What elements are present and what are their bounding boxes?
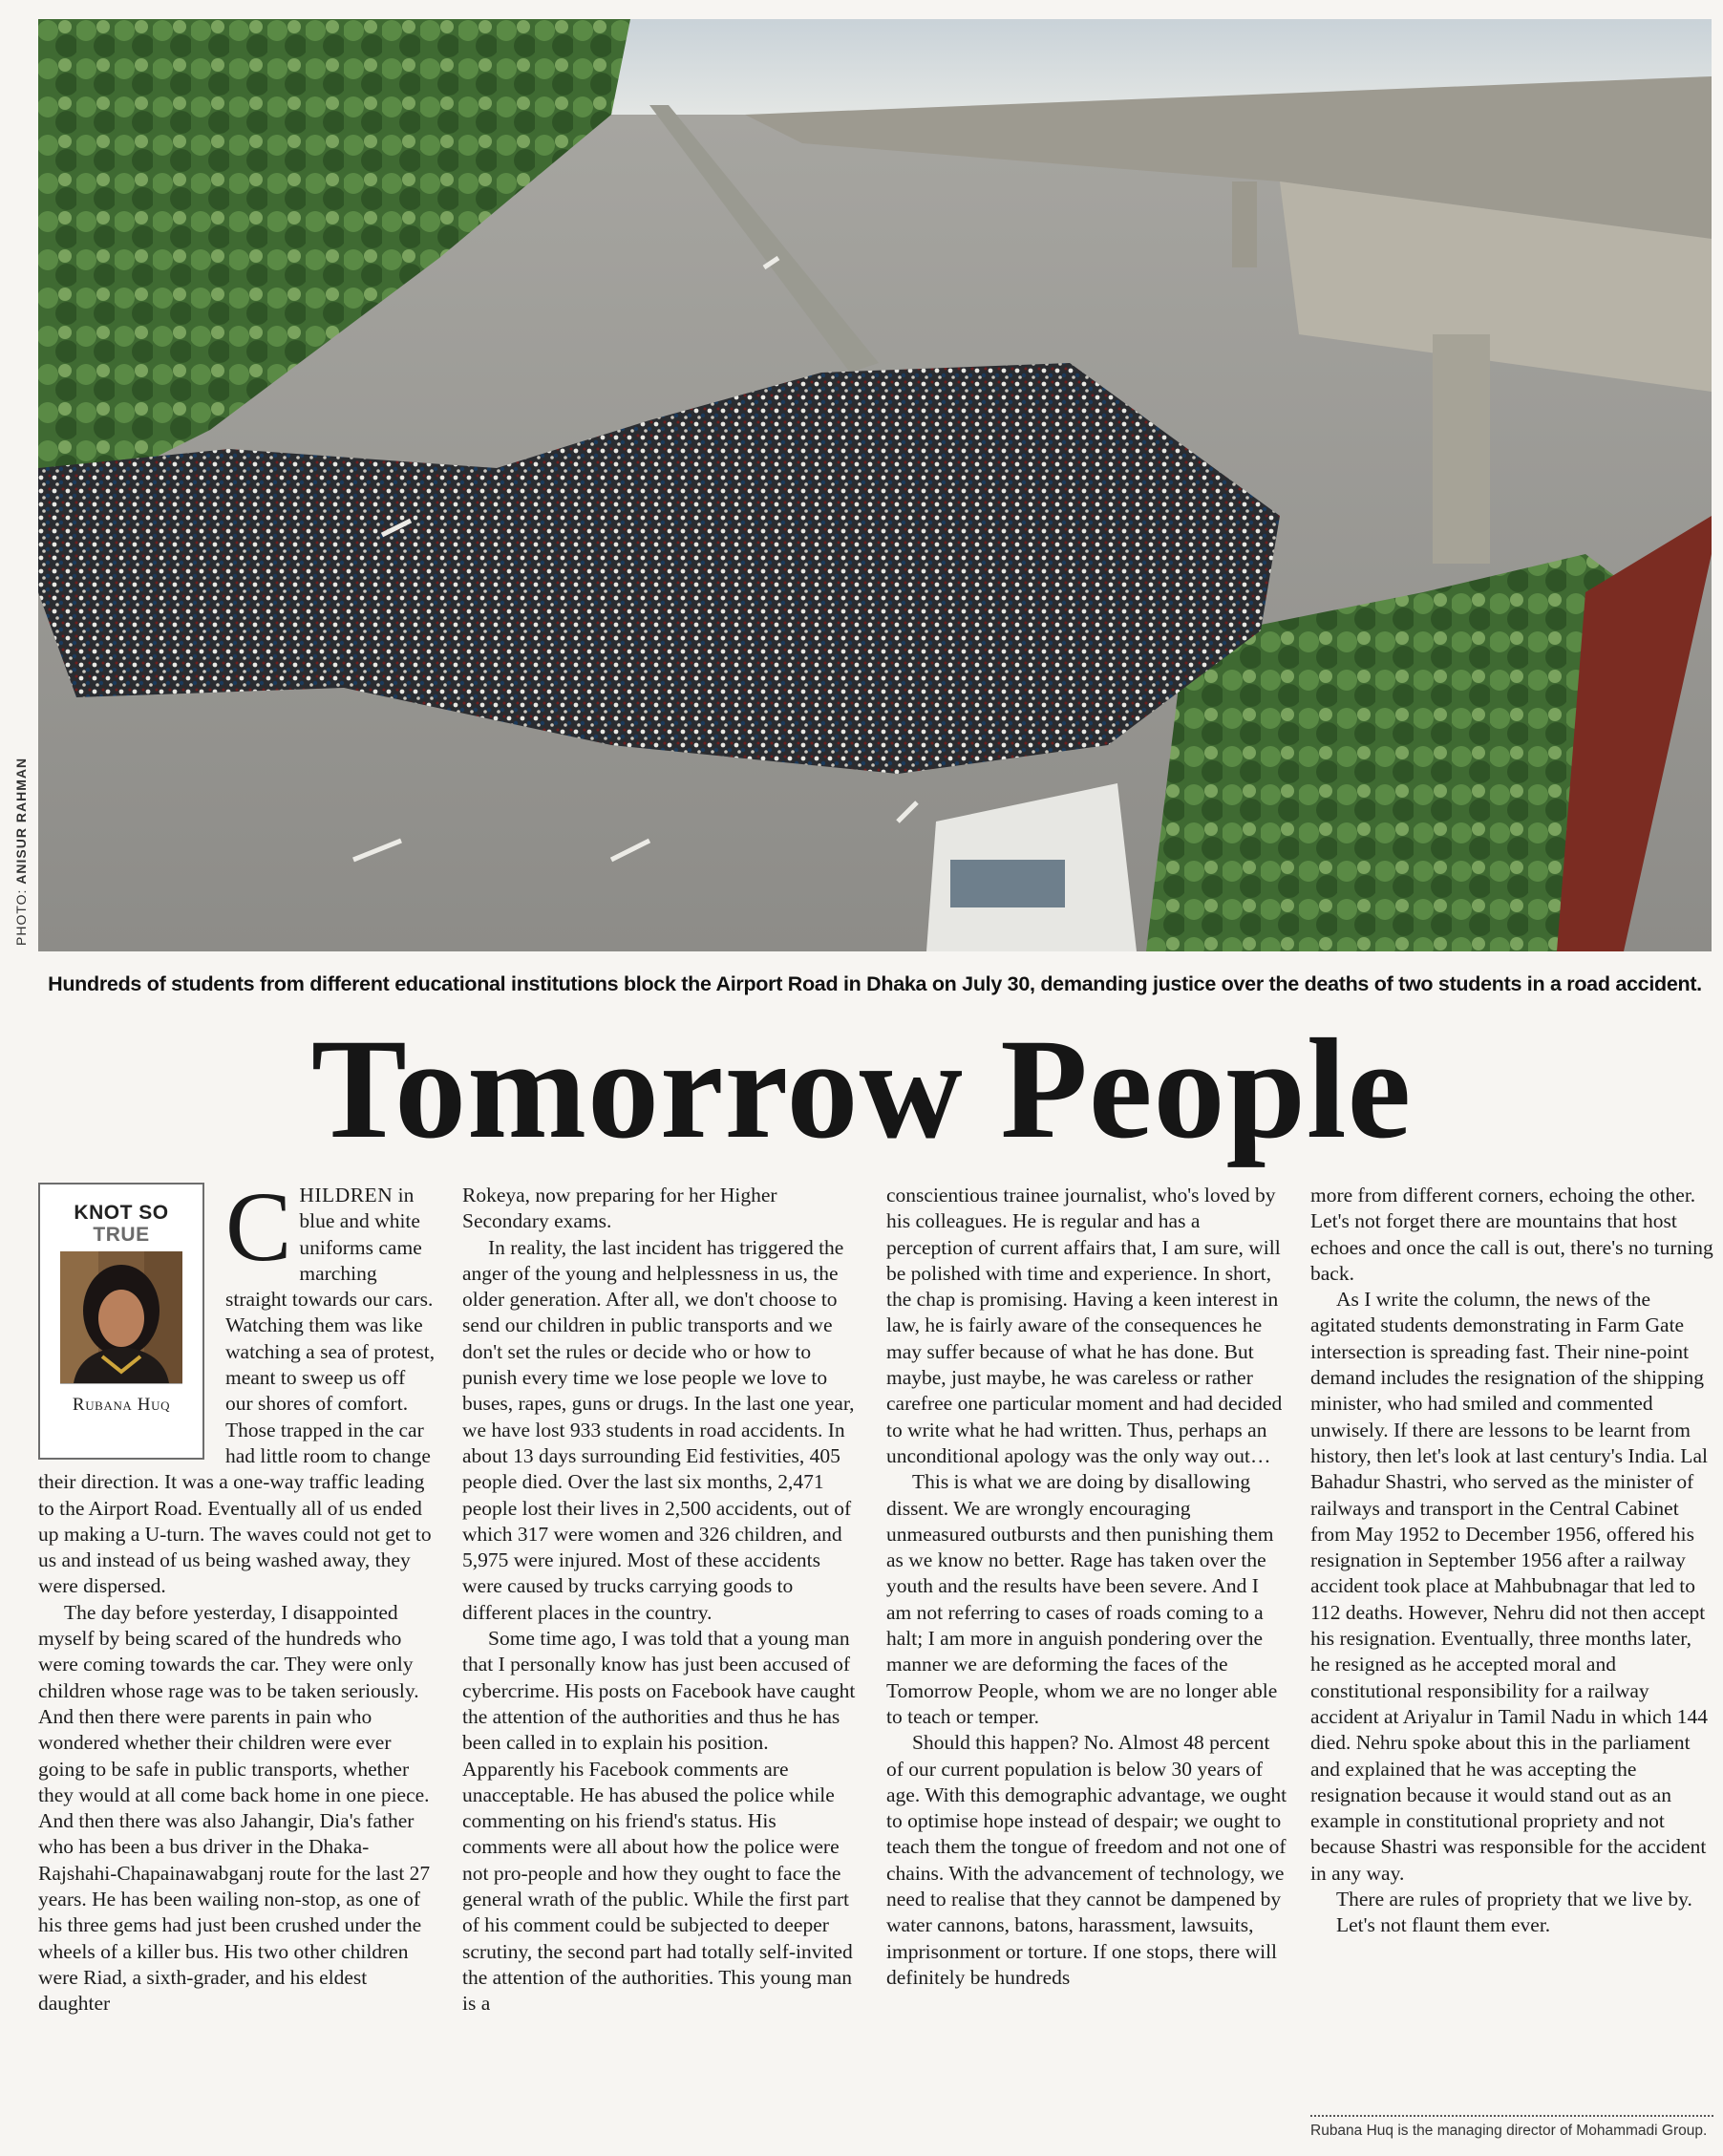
article-column-2 [462,1183,863,2017]
paragraph-2-continued: Rokeya, now preparing for her Higher Secondary exams. [462,1184,777,1233]
paragraph-4: Some time ago, I was told that a young man that I personally know has just been accused of cybercrime. His posts on Facebook have caught the attention of the authorities and thus he has been called in to explain his position. Apparently his Facebook comments are unacceptable. He has abused the police while commenting on his friend's status. His comments were all about how the police were not pro-people and how they ought to face the general wrath of the public. While the first part of his comment could be subjected to deeper scrutiny, the second part had totally self-invited the attention of the authorities. This young man is a [462,1627,856,2016]
paragraph-2: The day before yesterday, I disappointed myself by being scared of the hundreds who were coming towards the car. They were only children whose rage was to be taken seriously. And then there were parents in pain who wondered whether their children were ever going to be safe in public transports, whether they would at all come back home in one piece. And then there was also Jahangir, Dia's father who has been a bus driver in the Dhaka-Rajshahi-Chapainawabganj route for the last 27 years. He has been wailing non-stop, as one of his three gems had just been crushed under the wheels of a killer bus. His two other children were Riad, a sixth-grader, and his eldest daughter [38,1600,431,2016]
photo-credit: PHOTO: ANISUR RAHMAN [13,757,29,946]
author-portrait [60,1251,182,1384]
paragraph-3: In reality, the last incident has triggered the anger of the young and helplessness in us, the older generation. After all, we don't choose to send our children in public transports and we don't set the rules or decide who or how to punish every time we lose people we love to buses, rapes, guns or drugs. In the last one year, we have lost 933 students in road accidents. In about 13 days surrounding Eid festivities, 405 people died. Over the last six months, 2,471 people lost their lives in 2,500 accidents, out of which 317 were women and 326 children, and 5,975 were injured. Most of these accidents were caused by trucks carrying goods to different places in the country. [462,1235,855,1624]
article-column-4 [1310,1183,1713,1939]
paragraph-7: As I write the column, the news of the agitated students demonstrating in Farm Gate intersection is spreading fast. Their nine-point demand includes the resignation of the shipping minister, who had smiled and commented unwisely. If there are lessons to be learnt from history, then let's look at last century's India. Lal Bahadur Shastri, who served as the minister of railways and transport in the Central Cabinet from May 1952 to December 1956, offered his resignation in September 1956 after a railway accident took place at Mahbubnagar that led to 112 deaths. However, Nehru did not then accept his resignation. Eventually, three months later, he resigned as he accepted moral and constitutional responsibility for a railway accident at Ariyalur in Tamil Nadu in which 144 died. Nehru spoke about this in the parliament and explained that he was accepting the resignation because it would stand out as an example in constitutional propriety and not because Shastri was responsible for the accident in any way. [1310,1288,1709,1885]
paragraph-5: This is what we are doing by disallowing dissent. We are wrongly encouraging unmeasured outbursts and then punishing them as we know no better. Rage has taken over the youth and the results have been severe. And I am not referring to cases of roads coming to a halt; I am more in anguish pondering over the manner we are deforming the faces of the Tomorrow People, whom we are no longer able to teach or temper. [886,1470,1278,1728]
headline: Tomorrow People [310,1010,1413,1168]
lead-photo [38,19,1712,951]
article-column-3 [886,1183,1287,1991]
paragraph-4-continued: conscientious trainee journalist, who's loved by his colleagues. He is regular and has a perception of current affairs that, I am sure, will be polished with time and experience. In short, the chap is promising. Having a keen interest in law, he is fairly aware of the consequences he may suffer because of what he has done. But maybe, just maybe, he was careless or rather carefree one particular moment and had decided to write what he had written. Thus, perhaps an unconditional apology was the only way out… [886,1184,1283,1467]
paragraph-6-continued: more from different corners, echoing the other. Let's not forget there are mountains that host echoes and once the call is out, there's no turning back. [1310,1184,1713,1285]
photo-caption: Hundreds of students from different educational institutions block the Airport Road in Dhaka on July 30, demanding justice over the deaths of two students in a road accident. [48,972,1702,995]
lead-text: in blue and white uniforms came marching straight towards our cars. Watching them was like watching a sea of protest, meant to sweep us off our shores of comfort. Those trapped in the car had little room to change their direction. It was a one-way traffic leading to the Airport Road. Eventually all of us ended up making a U-turn. The waves could not get to us and instead of us being washed away, they were dispersed. [38,1184,436,1598]
bio-divider [1310,2115,1713,2117]
paragraph-6: Should this happen? No. Almost 48 percent of our current population is below 30 years of age. With this demographic advantage, we ought to optimise hope instead of despair; we ought to teach them the tongue of freedom and not one of chains. With the advancement of technology, we need to realise that they cannot be dampened by water cannons, batons, harassment, lawsuits, imprisonment or torture. If one stops, there will definitely be hundreds [886,1731,1287,1989]
column-kicker [40,1202,202,1246]
column-byline-box [38,1183,204,1460]
kicker-line-2: TRUE [93,1224,150,1246]
author-bio: Rubana Huq is the managing director of Mohammadi Group. [1310,2123,1708,2139]
lead-caps: HILDREN [299,1184,394,1206]
kicker-line-1: KNOT SO [74,1202,169,1224]
author-name: Rubana Huq [72,1395,171,1415]
drop-cap: C [225,1172,292,1282]
paragraph-9: Let's not flaunt them ever. [1336,1913,1551,1937]
article-column-1 [38,1172,437,2017]
protest-photo-illustration [38,19,1712,951]
paragraph-8: There are rules of propriety that we live by. [1336,1888,1692,1911]
